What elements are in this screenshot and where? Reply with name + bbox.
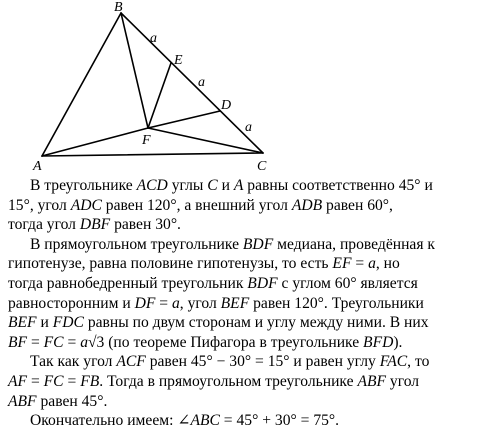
side-ac bbox=[42, 153, 263, 156]
text-line: равносторонним и DF = a, угол BEF равен 120°. Треугольники bbox=[8, 294, 424, 312]
text-line: тогда равнобедренный треугольник BDF с углом 60° является bbox=[8, 274, 418, 292]
paragraph-2 bbox=[8, 235, 494, 353]
text-line: BEF и FDC равны по двум сторонам и углу между ними. В них bbox=[8, 314, 429, 332]
point-label-a: A bbox=[33, 159, 42, 174]
text-line: AF = FC = FB. Тогда в прямоугольном треугольнике ABF угол bbox=[8, 372, 420, 390]
point-label-f: F bbox=[142, 133, 151, 148]
segment-ef bbox=[148, 63, 171, 128]
segment-label-ed: a bbox=[198, 75, 205, 90]
text-line: В треугольнике ACD углы C и A равны соответственно 45° и bbox=[30, 177, 433, 194]
paragraph-3 bbox=[8, 352, 494, 411]
paragraph-4 bbox=[8, 411, 494, 431]
point-label-b: B bbox=[114, 0, 123, 15]
text-line: Окончательно имеем: ∠ABC = 45° + 30° = 75°. bbox=[30, 412, 340, 430]
segment-bf bbox=[121, 13, 148, 128]
paragraph-1 bbox=[8, 176, 494, 235]
segment-label-dc: a bbox=[245, 120, 252, 135]
point-label-d: D bbox=[221, 98, 232, 113]
geometry-figure bbox=[0, 0, 500, 180]
text-line: 15°, угол ADC равен 120°, а внешний угол ADB равен 60°, bbox=[8, 196, 393, 214]
side-ab bbox=[42, 13, 121, 156]
text-line: Так как угол ACF равен 45° − 30° = 15° и равен углу FAC, то bbox=[30, 353, 430, 371]
text-line: BF = FC = a√3 (по теореме Пифагора в треугольнике BFD). bbox=[8, 333, 403, 351]
point-label-c: C bbox=[257, 159, 267, 174]
text-line: ABF равен 45°. bbox=[8, 392, 108, 410]
segment-df bbox=[148, 111, 220, 128]
text-line: В прямоугольном треугольнике BDF медиана, проведённая к bbox=[30, 235, 436, 253]
segment-label-be: a bbox=[150, 31, 157, 46]
side-bc bbox=[121, 13, 263, 153]
text-line: гипотенузе, равна половине гипотенузы, то есть EF = a, но bbox=[8, 255, 400, 273]
segment-af bbox=[42, 128, 148, 156]
point-label-e: E bbox=[174, 53, 183, 68]
solution-text bbox=[8, 176, 494, 431]
text-line: тогда угол DBF равен 30°. bbox=[8, 216, 181, 234]
